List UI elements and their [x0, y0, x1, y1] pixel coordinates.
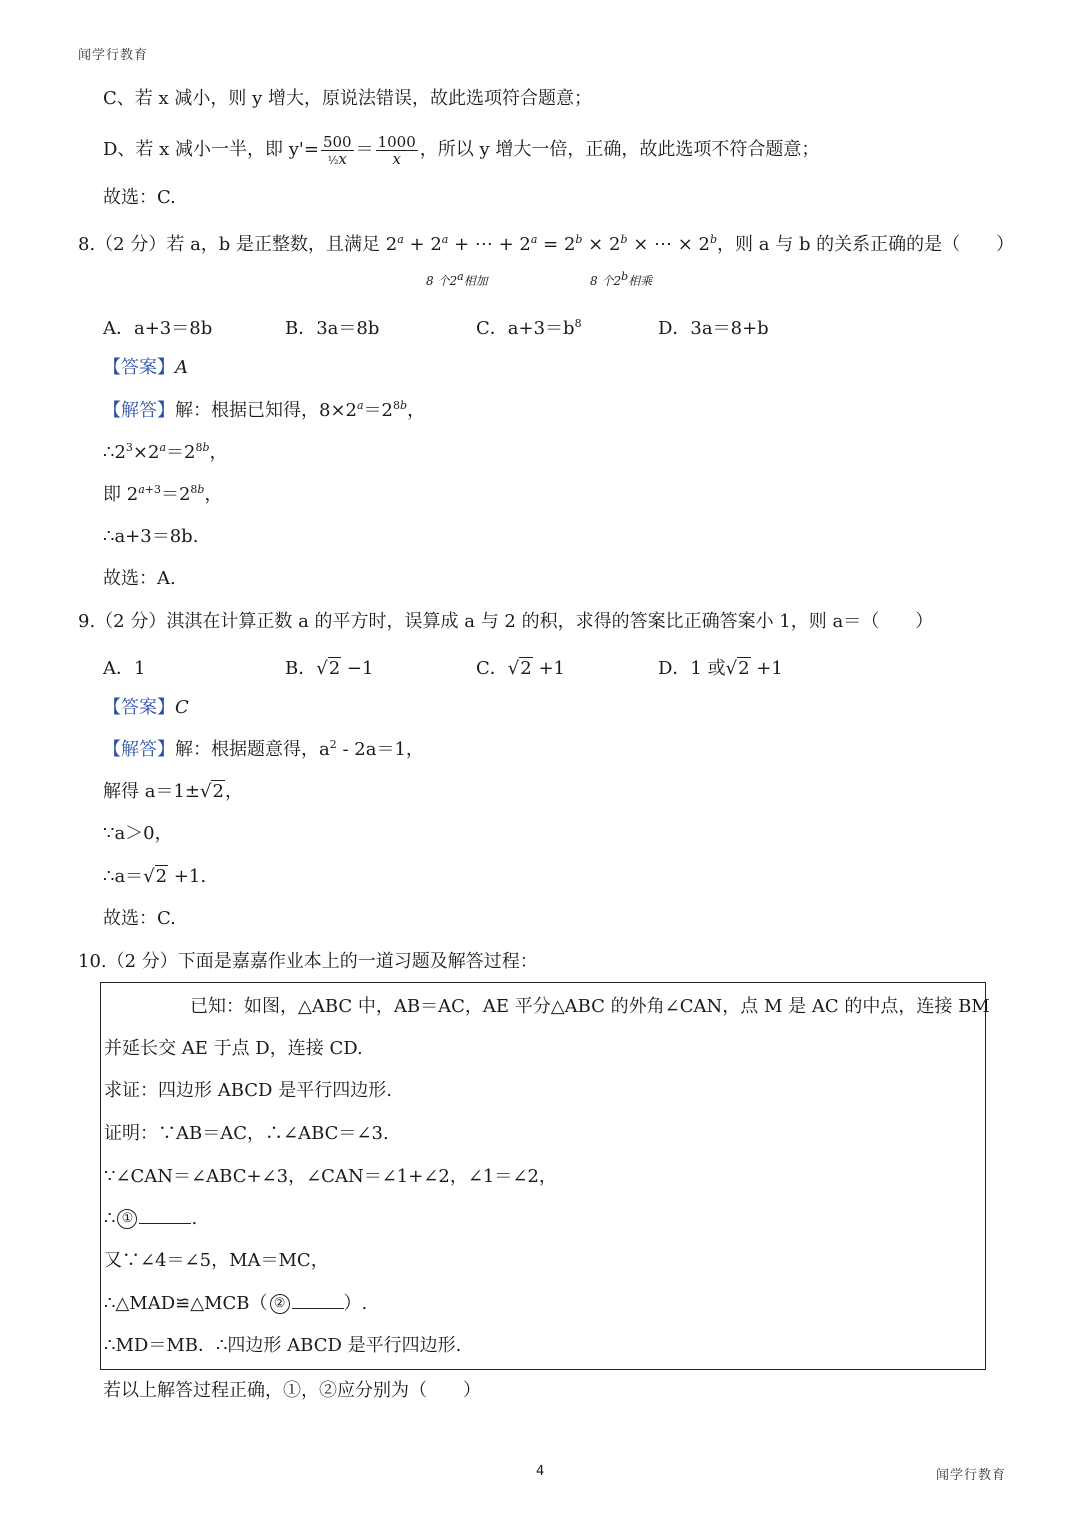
q7-frac1-num: 500: [322, 132, 352, 151]
q8-brace2-text: 8 个2: [590, 274, 622, 288]
q9-step2-text: 解得 a＝1±: [103, 781, 200, 802]
q9-choose: 故选：C.: [103, 908, 176, 929]
q10-final: 若以上解答过程正确，①，②应分别为（ ）: [103, 1380, 481, 1401]
q9-answer-value: C: [175, 697, 189, 718]
q10-box-line-3: 求证：四边形 ABCD 是平行四边形.: [104, 1080, 392, 1101]
q9-step-3: ∵a＞0，: [103, 823, 173, 844]
q10-box-line-2: 并延长交 AE 于点 D，连接 CD.: [104, 1038, 363, 1059]
q9-step-4: ∴a＝√2 +1.: [103, 866, 207, 887]
q9-option-d-text: D．1 或: [658, 658, 726, 679]
q9-answer-tag: 【答案】: [103, 697, 175, 718]
q8-stem-prefix: 8.（2 分）若 a，b 是正整数，且满足: [78, 234, 381, 255]
q9-answer: [103, 696, 189, 720]
q10-box6-text: ∴: [104, 1208, 116, 1229]
q8-solve-1: 【解答】解：根据已知得，$8\times 2^a=2^{8b}$，: [103, 399, 426, 421]
q8-brace1-text: 8 个2: [426, 274, 458, 288]
q8-stem-suffix: ，则 a 与 b 的关系正确的是（ ）: [717, 234, 1015, 255]
q8-step-2: $\therefore 2^3\times 2^a=2^{8b}$，: [103, 441, 228, 463]
q10-box-line-1: 已知：如图，△ABC 中，AB＝AC，AE 平分△ABC 的外角∠CAN，点 M 是 AC 的中点，连接 BM: [190, 996, 990, 1017]
q7-frac-2: $\frac{1000}{x}$: [377, 132, 416, 168]
q7-choose: 故选：C.: [103, 187, 176, 208]
footer-brand: 闻学行教育: [936, 1468, 1007, 1483]
q10-blank-2: [292, 1292, 344, 1309]
q8-option-b: B．3a＝8b: [285, 318, 380, 339]
q10-box-line-6: ∴ ① .: [104, 1208, 198, 1229]
q10-box8-text: ∴△MAD≌△MCB（: [104, 1293, 268, 1314]
q9-option-b: B．√2 −1: [285, 658, 374, 679]
q9-stem: 9.（2 分）淇淇在计算正数 a 的平方时，误算成 a 与 2 的积，求得的答案比正确答案小 1，则 a＝（ ）: [78, 611, 934, 632]
q8-equation: $2^a + 2^a$ + ⋯ + $2^a = 2^b \times 2^b$ × ⋯ × $2^b$: [385, 233, 718, 255]
q7-line-d-suffix: ，所以 y 增大一倍，正确，故此选项不符合题意；: [419, 139, 820, 160]
q8-option-a: A．a+3＝8b: [103, 318, 213, 339]
q8-brace-label-1: 8 个2a相加: [426, 270, 488, 288]
q8-step-3: 即 $2^{a+3}=2^{8b}$，: [103, 483, 223, 505]
q8-answer-tag: 【答案】: [103, 357, 175, 378]
q9-step-2: 解得 a＝1±√2，: [103, 781, 243, 802]
q7-frac-1: $\frac{500}{\text{½x}}$: [322, 132, 352, 168]
q10-box-line-7: 又∵∠4＝∠5，MA＝MC，: [104, 1250, 329, 1271]
q8-option-d: D．3a＝8+b: [658, 318, 769, 339]
q9-solve-tag: 【解答】: [103, 739, 175, 760]
q9-option-d: D．1 或√2 +1: [658, 658, 783, 679]
q10-box-line-9: ∴MD＝MB．∴四边形 ABCD 是平行四边形.: [104, 1335, 462, 1356]
q7-frac2-num: 1000: [377, 132, 416, 151]
q8-stem: [78, 233, 1014, 257]
q8-solve1-text: 解：根据已知得，8×2: [175, 400, 357, 421]
q7-line-d-prefix: D、若 x 减小一半，即 y'=: [103, 139, 319, 160]
q8-brace1-tail: 相加: [463, 274, 488, 288]
q10-stem: 10.（2 分）下面是嘉嘉作业本上的一道习题及解答过程：: [78, 951, 538, 972]
q10-blank-1: [139, 1207, 191, 1224]
q7-line-c: C、若 x 减小，则 y 增大，原说法错误，故此选项符合题意；: [103, 88, 592, 109]
q9-option-c: C．√2 +1: [476, 658, 565, 679]
q10-box-line-4: 证明：∵AB＝AC，∴∠ABC＝∠3.: [104, 1123, 389, 1144]
q9-solve1-text: 解：根据题意得，a: [175, 739, 330, 760]
q10-circle-1: ①: [117, 1209, 137, 1229]
q8-brace-label-2: 8 个2b相乘: [590, 270, 653, 288]
q8-option-c: C．$a+3=b^8$: [476, 317, 582, 339]
q8-step2-text: ∴2: [103, 442, 126, 463]
q10-box-line-8: ∴△MAD≌△MCB（ ② ）.: [104, 1293, 368, 1314]
q8-brace2-tail: 相乘: [628, 274, 653, 288]
q9-option-b-text: B．: [285, 658, 317, 679]
q8-solve-tag: 【解答】: [103, 400, 175, 421]
q8-option-c-text: C．a+3＝b: [476, 318, 575, 339]
q9-solve1-tail: - 2a＝1，: [336, 739, 424, 760]
q8-answer: [103, 356, 188, 380]
q9-solve-1: 【解答】解：根据题意得，$a^2 - 2a=1$，: [103, 738, 424, 760]
q10-circle-2: ②: [270, 1294, 290, 1314]
header-brand: 闻学行教育: [78, 48, 149, 63]
q7-line-d: D、若 x 减小一半，即 y'= $\frac{500}{\text{½x}}$ ＝ $\frac{1000}{x}$ ，所以 y 增大一倍，正确，故此选项不符合题意；: [103, 132, 820, 168]
q9-option-c-text: C．: [476, 658, 508, 679]
q8-step3-text: 即 2: [103, 484, 139, 505]
q8-choose: 故选：A.: [103, 568, 176, 589]
q8-step-4: ∴a+3＝8b.: [103, 526, 199, 547]
q9-step4-text: ∴a＝: [103, 866, 144, 887]
q8-answer-value: A: [175, 357, 188, 378]
page-number: 4: [536, 1464, 545, 1479]
q9-option-a: A．1: [103, 658, 146, 679]
q10-box-line-5: ∵∠CAN＝∠ABC+∠3，∠CAN＝∠1+∠2，∠1＝∠2，: [104, 1166, 557, 1187]
